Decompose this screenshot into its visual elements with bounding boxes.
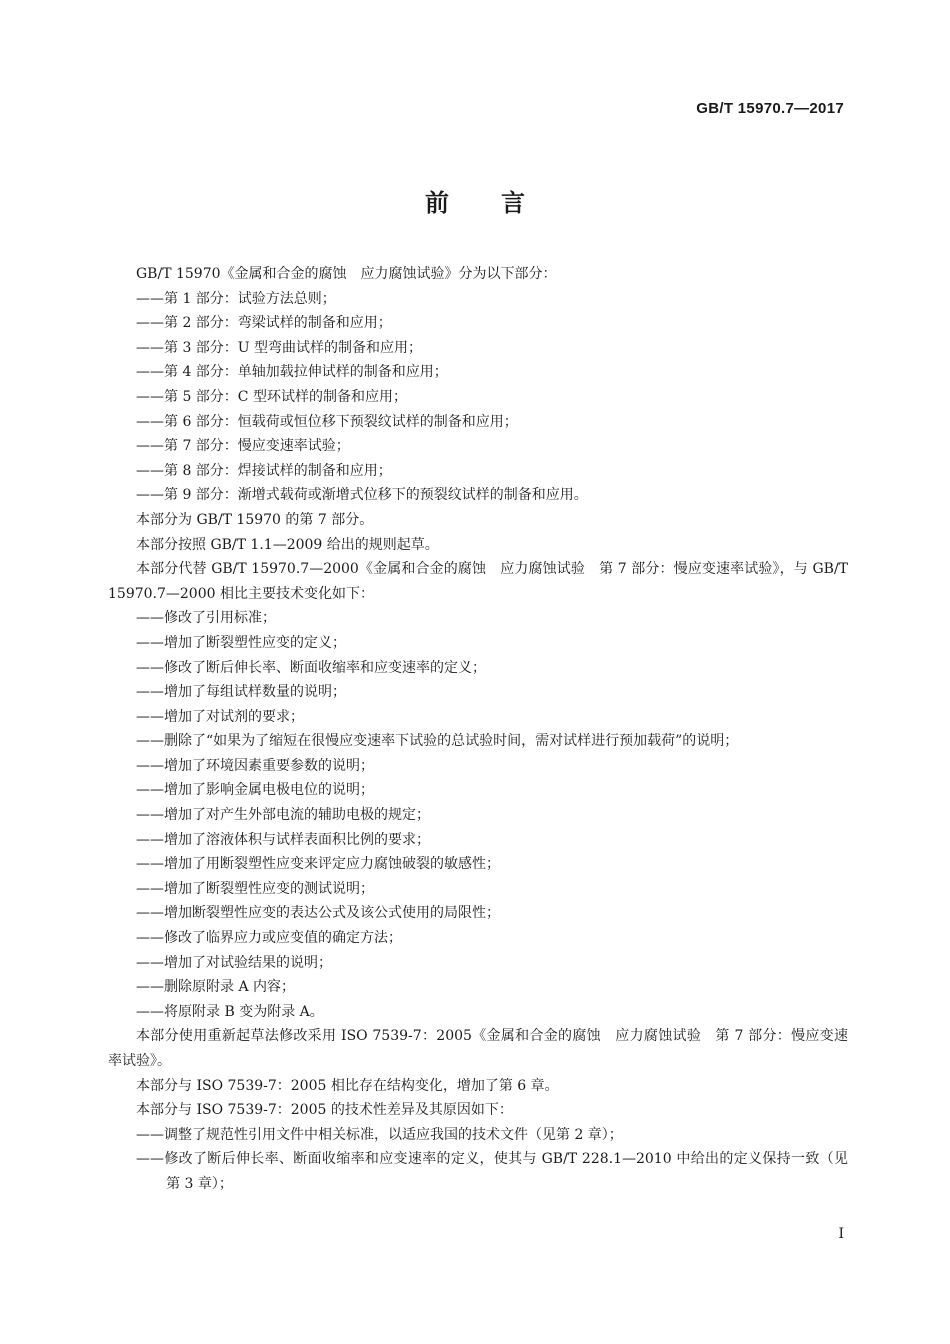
list-item: ——第 7 部分：慢应变速率试验； [136,438,350,455]
list-item: ——第 2 部分：弯梁试样的制备和应用； [136,315,392,332]
changes-list [108,606,848,1024]
differences-paragraph: 本部分与 ISO 7539-7：2005 的技术性差异及其原因如下： [136,1102,513,1119]
list-item: ——修改了引用标准； [136,610,276,627]
list-item: ——增加了环境因素重要参数的说明； [136,757,374,774]
list-item: ——增加了溶液体积与试样表面积比例的要求； [136,831,430,848]
page-number: I [838,1226,844,1242]
list-item: ——第 6 部分：恒载荷或恒位移下预裂纹试样的制备和应用； [136,413,518,430]
list-item: ——调整了规范性引用文件中相关标准，以适应我国的技术文件（见第 2 章）； [136,1126,623,1143]
title-char: 言 [501,189,525,217]
list-item: ——将原附录 B 变为附录 A。 [136,1003,324,1020]
document-body [108,262,848,1197]
list-item: ——增加了对试剂的要求； [136,708,304,725]
list-item: ——第 5 部分：C 型环试样的制备和应用； [136,388,407,405]
structure-paragraph: 本部分与 ISO 7539-7：2005 相比存在结构变化，增加了第 6 章。 [136,1077,559,1094]
page-title [0,183,950,218]
replace-paragraph: 本部分代替 GB/T 15970.7—2000《金属和合金的腐蚀 应力腐蚀试验 第 7 部分：慢应变速率试验》，与 GB/T 15970.7—2000 相比主要技术变化如下： [108,561,848,602]
iso-paragraph: 本部分使用重新起草法修改采用 ISO 7539-7：2005《金属和合金的腐蚀 应力腐蚀试验 第 7 部分：慢应变速率试验》。 [108,1028,848,1069]
list-item: ——修改了临界应力或应变值的确定方法； [136,930,402,947]
list-item: ——增加断裂塑性应变的表达公式及该公式使用的局限性； [136,905,500,922]
list-item: ——第 9 部分：渐增式载荷或渐增式位移下的预裂纹试样的制备和应用。 [136,487,588,504]
list-item: ——修改了断后伸长率、断面收缩率和应变速率的定义； [136,659,486,676]
intro-paragraph: GB/T 15970《金属和合金的腐蚀 应力腐蚀试验》分为以下部分： [136,266,557,282]
list-item: ——增加了每组试样数量的说明； [136,684,346,701]
list-item: ——修改了断后伸长率、断面收缩率和应变速率的定义，使其与 GB/T 228.1—2010 中给出的定义保持一致（见第 3 章）； [136,1151,848,1192]
parts-list [108,287,848,508]
rules-paragraph: 本部分按照 GB/T 1.1—2009 给出的规则起草。 [136,536,439,553]
list-item: ——删除了“如果为了缩短在很慢应变速率下试验的总试验时间，需对试样进行预加载荷”的说明； [136,733,739,750]
list-item: ——增加了断裂塑性应变的测试说明； [136,880,374,897]
list-item: ——增加了用断裂塑性应变来评定应力腐蚀破裂的敏感性； [136,856,500,873]
list-item: ——增加了对试验结果的说明； [136,954,332,971]
list-item: ——增加了断裂塑性应变的定义； [136,634,346,651]
list-item: ——第 8 部分：焊接试样的制备和应用； [136,462,392,479]
list-item: ——增加了影响金属电极电位的说明； [136,782,374,799]
part-paragraph: 本部分为 GB/T 15970 的第 7 部分。 [136,511,374,528]
list-item: ——增加了对产生外部电流的辅助电极的规定； [136,807,430,824]
list-item: ——第 1 部分：试验方法总则； [136,290,336,307]
list-item: ——删除原附录 A 内容； [136,979,296,996]
standard-code: GB/T 15970.7—2017 [696,100,844,117]
list-item: ——第 4 部分：单轴加载拉伸试样的制备和应用； [136,364,448,381]
differences-list [108,1123,848,1197]
list-item: ——第 3 部分：U 型弯曲试样的制备和应用； [136,339,423,356]
title-char: 前 [425,189,449,217]
